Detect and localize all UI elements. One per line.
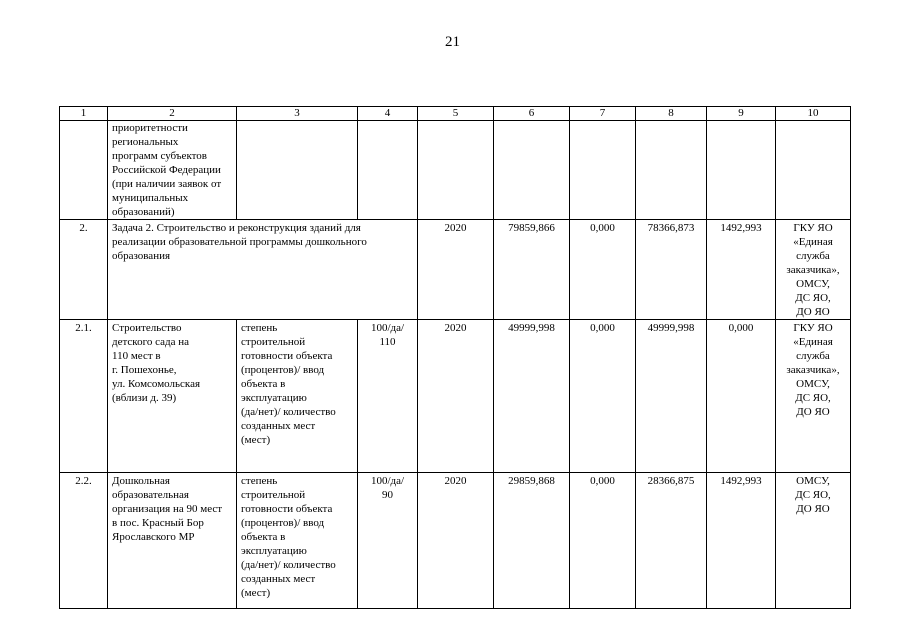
program-table — [59, 106, 851, 609]
year-cell: 2020 — [418, 220, 494, 320]
row-number-cell: 2. — [60, 220, 108, 320]
funding-cell: 0,000 — [570, 320, 636, 473]
event-name-cell: Дошкольная образовательная организация на 90 мест в пос. Красный Бор Ярославского МР — [108, 473, 237, 609]
funding-cell — [707, 121, 776, 220]
column-header: 7 — [570, 107, 636, 121]
column-header: 1 — [60, 107, 108, 121]
column-header: 10 — [776, 107, 851, 121]
year-cell — [418, 121, 494, 220]
year-cell: 2020 — [418, 320, 494, 473]
funding-cell: 0,000 — [570, 220, 636, 320]
funding-cell: 28366,875 — [636, 473, 707, 609]
column-header: 8 — [636, 107, 707, 121]
indicator-cell — [237, 121, 358, 220]
funding-cell: 0,000 — [570, 473, 636, 609]
funding-cell: 49999,998 — [636, 320, 707, 473]
table-row — [60, 121, 851, 220]
row-number-cell — [60, 121, 108, 220]
indicator-value-cell: 100/да/ 110 — [358, 320, 418, 473]
event-name-cell: Строительство детского сада на 110 мест в г. Пошехонье, ул. Комсомольская (вблизи д. 39) — [108, 320, 237, 473]
column-header: 4 — [358, 107, 418, 121]
funding-cell — [636, 121, 707, 220]
indicator-value-cell — [358, 121, 418, 220]
executor-cell: ГКУ ЯО «Единая служба заказчика», ОМСУ, ДС ЯО, ДО ЯО — [776, 320, 851, 473]
funding-cell: 0,000 — [707, 320, 776, 473]
row-number-cell: 2.2. — [60, 473, 108, 609]
executor-cell: ГКУ ЯО «Единая служба заказчика», ОМСУ, ДС ЯО, ДО ЯО — [776, 220, 851, 320]
funding-cell: 78366,873 — [636, 220, 707, 320]
task-name-cell: Задача 2. Строительство и реконструкция зданий для реализации образовательной программы дошкольного образования — [108, 220, 418, 320]
funding-cell: 1492,993 — [707, 473, 776, 609]
table-row — [60, 320, 851, 473]
executor-cell — [776, 121, 851, 220]
column-header: 9 — [707, 107, 776, 121]
indicator-value-cell: 100/да/ 90 — [358, 473, 418, 609]
year-cell: 2020 — [418, 473, 494, 609]
funding-cell — [570, 121, 636, 220]
page-number: 21 — [445, 34, 460, 50]
column-number-row — [60, 107, 851, 121]
column-header: 2 — [108, 107, 237, 121]
indicator-cell: степень строительной готовности объекта (процентов)/ ввод объекта в эксплуатацию (да/нет)/ количество созданных мест (мест) — [237, 473, 358, 609]
table-row — [60, 220, 851, 320]
table-row — [60, 473, 851, 609]
total-cell: 79859,866 — [494, 220, 570, 320]
row-number-cell: 2.1. — [60, 320, 108, 473]
total-cell: 49999,998 — [494, 320, 570, 473]
indicator-cell: степень строительной готовности объекта (процентов)/ ввод объекта в эксплуатацию (да/нет)/ количество созданных мест (мест) — [237, 320, 358, 473]
total-cell: 29859,868 — [494, 473, 570, 609]
event-name-cell: приоритетности региональных программ субъектов Российской Федерации (при наличии заявок от муниципальных образований) — [108, 121, 237, 220]
column-header: 6 — [494, 107, 570, 121]
funding-cell: 1492,993 — [707, 220, 776, 320]
executor-cell: ОМСУ, ДС ЯО, ДО ЯО — [776, 473, 851, 609]
total-cell — [494, 121, 570, 220]
column-header: 3 — [237, 107, 358, 121]
column-header: 5 — [418, 107, 494, 121]
